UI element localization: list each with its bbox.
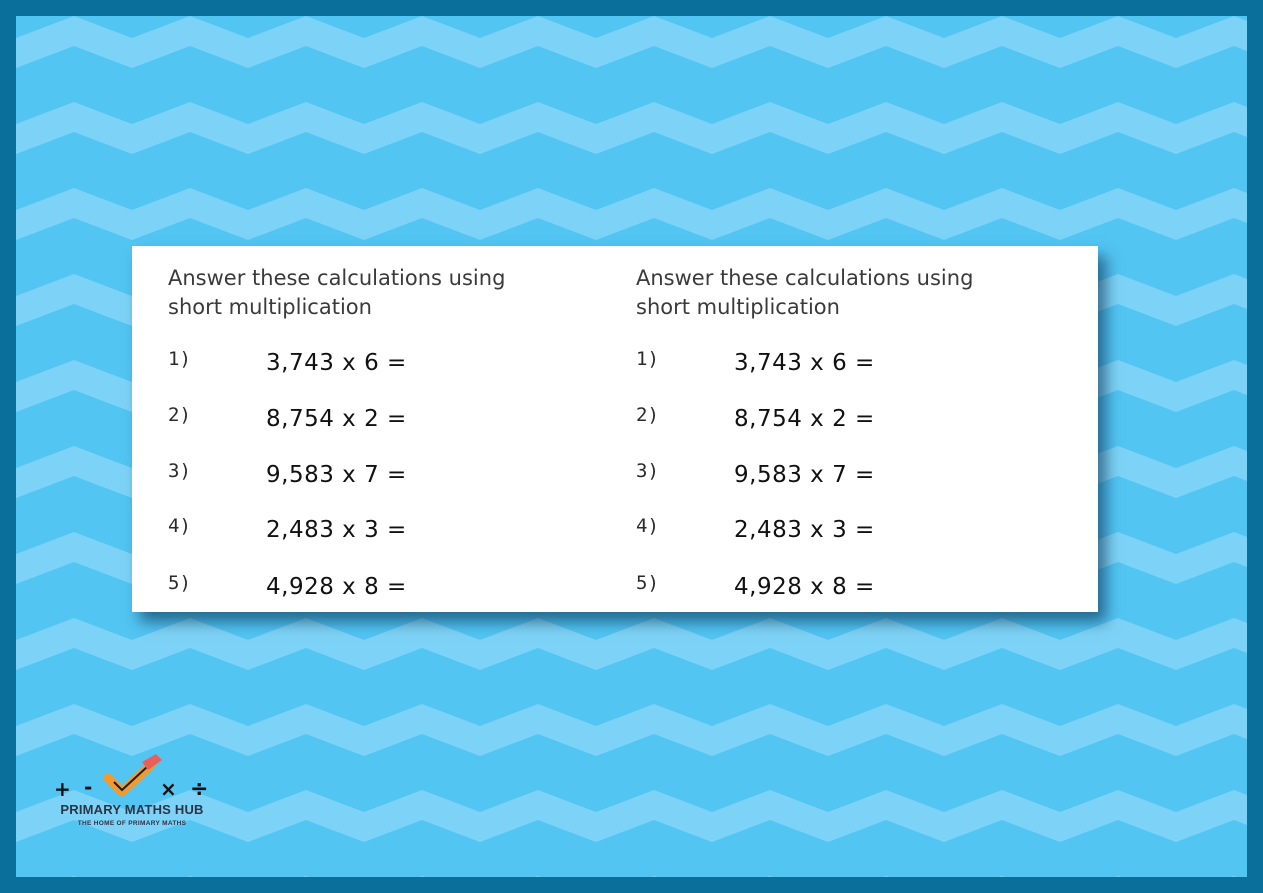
question-expression: 4,928 x 8 = — [734, 574, 875, 600]
question-expression: 3,743 x 6 = — [734, 350, 875, 376]
checkmark-pencil-icon — [44, 752, 224, 804]
minus-symbol: - — [84, 775, 93, 799]
question-expression: 9,583 x 7 = — [266, 462, 407, 488]
question-expression: 8,754 x 2 = — [734, 406, 875, 432]
divide-symbol: ÷ — [190, 777, 209, 802]
question-expression: 8,754 x 2 = — [266, 406, 407, 432]
question-expression: 4,928 x 8 = — [266, 574, 407, 600]
instruction-text: Answer these calculations using short multiplication — [168, 266, 506, 319]
question-number: 5) — [168, 572, 191, 594]
question-number: 1) — [168, 348, 191, 370]
question-number: 3) — [636, 460, 659, 482]
question-expression: 3,743 x 6 = — [266, 350, 407, 376]
question-expression: 2,483 x 3 = — [734, 517, 875, 543]
question-number: 3) — [168, 460, 191, 482]
primary-maths-hub-logo — [44, 752, 224, 832]
instruction-text: Answer these calculations using short multiplication — [636, 266, 974, 319]
question-expression: 2,483 x 3 = — [266, 517, 407, 543]
times-symbol: × — [160, 777, 177, 801]
question-number: 4) — [636, 515, 659, 537]
question-number: 4) — [168, 515, 191, 537]
worksheet-column-left — [168, 264, 588, 600]
question-number: 2) — [636, 404, 659, 426]
plus-symbol: + — [54, 777, 71, 801]
worksheet-card — [132, 246, 1098, 612]
logo-title: PRIMARY MATHS HUB — [60, 802, 204, 817]
question-number: 1) — [636, 348, 659, 370]
worksheet-column-right — [636, 264, 1056, 600]
question-number: 2) — [168, 404, 191, 426]
question-expression: 9,583 x 7 = — [734, 462, 875, 488]
question-number: 5) — [636, 572, 659, 594]
logo-subtitle: THE HOME OF PRIMARY MATHS — [77, 820, 187, 827]
